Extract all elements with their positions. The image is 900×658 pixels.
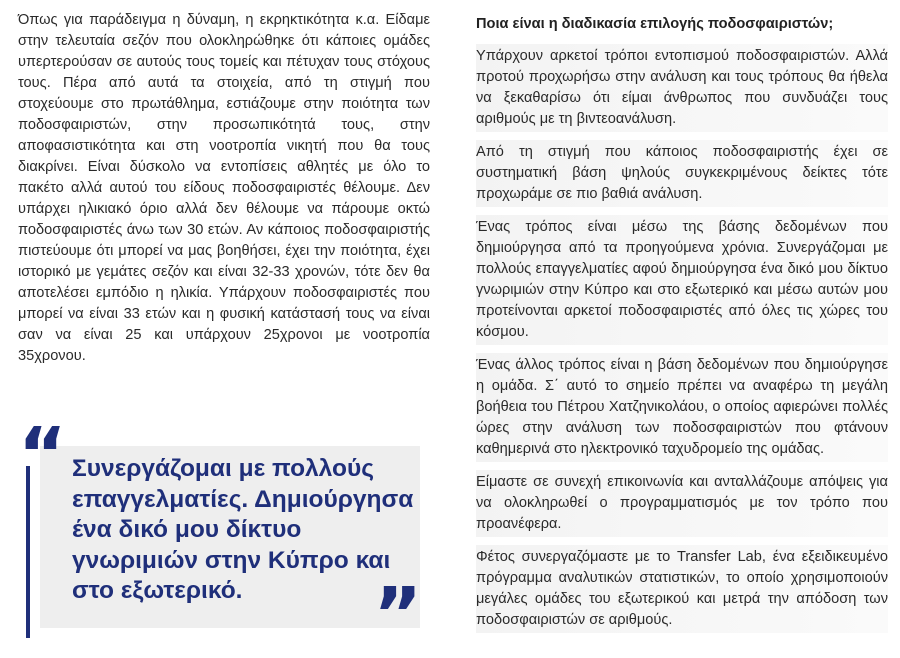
close-quote-icon: ” (373, 572, 422, 658)
paragraph-1: Υπάρχουν αρκετοί τρόποι εντοπισμού ποδοσφαιριστών. Αλλά προτού προχωρήσω στην ανάλυση και τους τρόπους θα ήθελα να ξεκαθαρίσω ότι είμαι άνθρωπος που συνδυάζει τους αριθμούς με τη βιντεοανάλυση. (476, 44, 888, 132)
quote-text: Συνεργάζομαι με πολλούς επαγγελματίες. Δημιούργησα ένα δικό μου δίκτυο γνωριμιών στην Κύπρο και στο εξωτερικό. (72, 455, 414, 604)
body-paragraph: Όπως για παράδειγμα η δύναμη, η εκρηκτικότητα κ.α. Είδαμε στην τελευταία σεζόν που ολοκληρώθηκε ότι κάποιες ομάδες υπερτερούσαν σε αυτούς τους τομείς και πέτυχαν τους στόχους τους. Πέρα από αυτά τα στοιχεία, από τη στιγμή που στοχεύουμε στο πρωτάθλημα, εστιάζουμε στην ποιότητα των ποδοσφαιριστών, στην προσωπικότητά τους, στην αποφασιστικότητα και στη νοοτροπία νικητή που θα τους διακρίνει. Είναι δύσκολο να εντοπίσεις αθλητές με όλο το πακέτο αλλά αυτού του είδους ποδοσφαιριστές θέλουμε. Δεν υπάρχει ηλικιακό όριο αλλά δεν θέλουμε να πάρουμε οκτώ ποδοσφαιριστές άνω των 30 ετών. Αν κάποιος ποδοσφαιριστής πιστεύουμε ότι μπορεί να μας βοηθήσει, έχει την ποιότητα, έχει ιστορικό με γεμάτες σεζόν και είναι 32-33 χρονών, τότε δεν θα αποτελέσει εμπόδιο η ηλικία. Υπάρχουν ποδοσφαιριστές που μπορεί να είναι 33 ετών και η φυσική κατάστασή τους να είναι σαν να είναι 25 και υπάρχουν 25χρονοι με νοοτροπία 35χρονου. (18, 12, 430, 364)
paragraph-3: Ένας τρόπος είναι μέσω της βάσης δεδομένων που δημιούργησα από τα προηγούμενα χρόνια. Συνεργάζομαι με πολλούς επαγγελματίες αφού δημιούργησα ένα δικό μου δίκτυο γνωριμιών στην Κύπρο και στο εξωτερικό και μέσω αυτών μου προτείνονται αρκετοί ποδοσφαιριστές από όλες τις χώρες του κόσμου. (476, 215, 888, 345)
open-quote-icon: “ (18, 412, 67, 498)
paragraph-6: Φέτος συνεργαζόμαστε με το Transfer Lab, ένα εξειδικευμένο πρόγραμμα αναλυτικών στατιστικών, το οποίο χρησιμοποιούν μεγάλες ομάδες του εξωτερικού και μετρά την απόδοση των ποδοσφαιριστών σε αριθμούς. (476, 545, 888, 633)
section-heading: Ποια είναι η διαδικασία επιλογής ποδοσφαιριστών; (476, 16, 834, 32)
pull-quote (12, 412, 432, 658)
right-column (476, 0, 900, 643)
paragraph-2: Από τη στιγμή που κάποιος ποδοσφαιριστής έχει σε συστηματική βάση ψηλούς συγκεκριμένους δείκτες τότε προχωράμε σε πιο βαθιά ανάλυση. (476, 140, 888, 207)
paragraph-4: Ένας άλλος τρόπος είναι η βάση δεδομένων που δημιούργησε η ομάδα. Σ΄ αυτό το σημείο πρέπει να αναφέρω τη μεγάλη βοήθεια του Πέτρου Χατζηνικολάου, ο οποίος αφιερώνει πολλές ώρες στην ανάλυση των ποδοσφαιριστών που φτάνουν καθημερινά στο ηλεκτρονικό ταχυδρομείο της ομάδας. (476, 353, 888, 462)
paragraph-5: Είμαστε σε συνεχή επικοινωνία και ανταλλάζουμε απόψεις για να ολοκληρωθεί ο προγραμματισμός με τον τρόπο που προανέφερα. (476, 470, 888, 537)
